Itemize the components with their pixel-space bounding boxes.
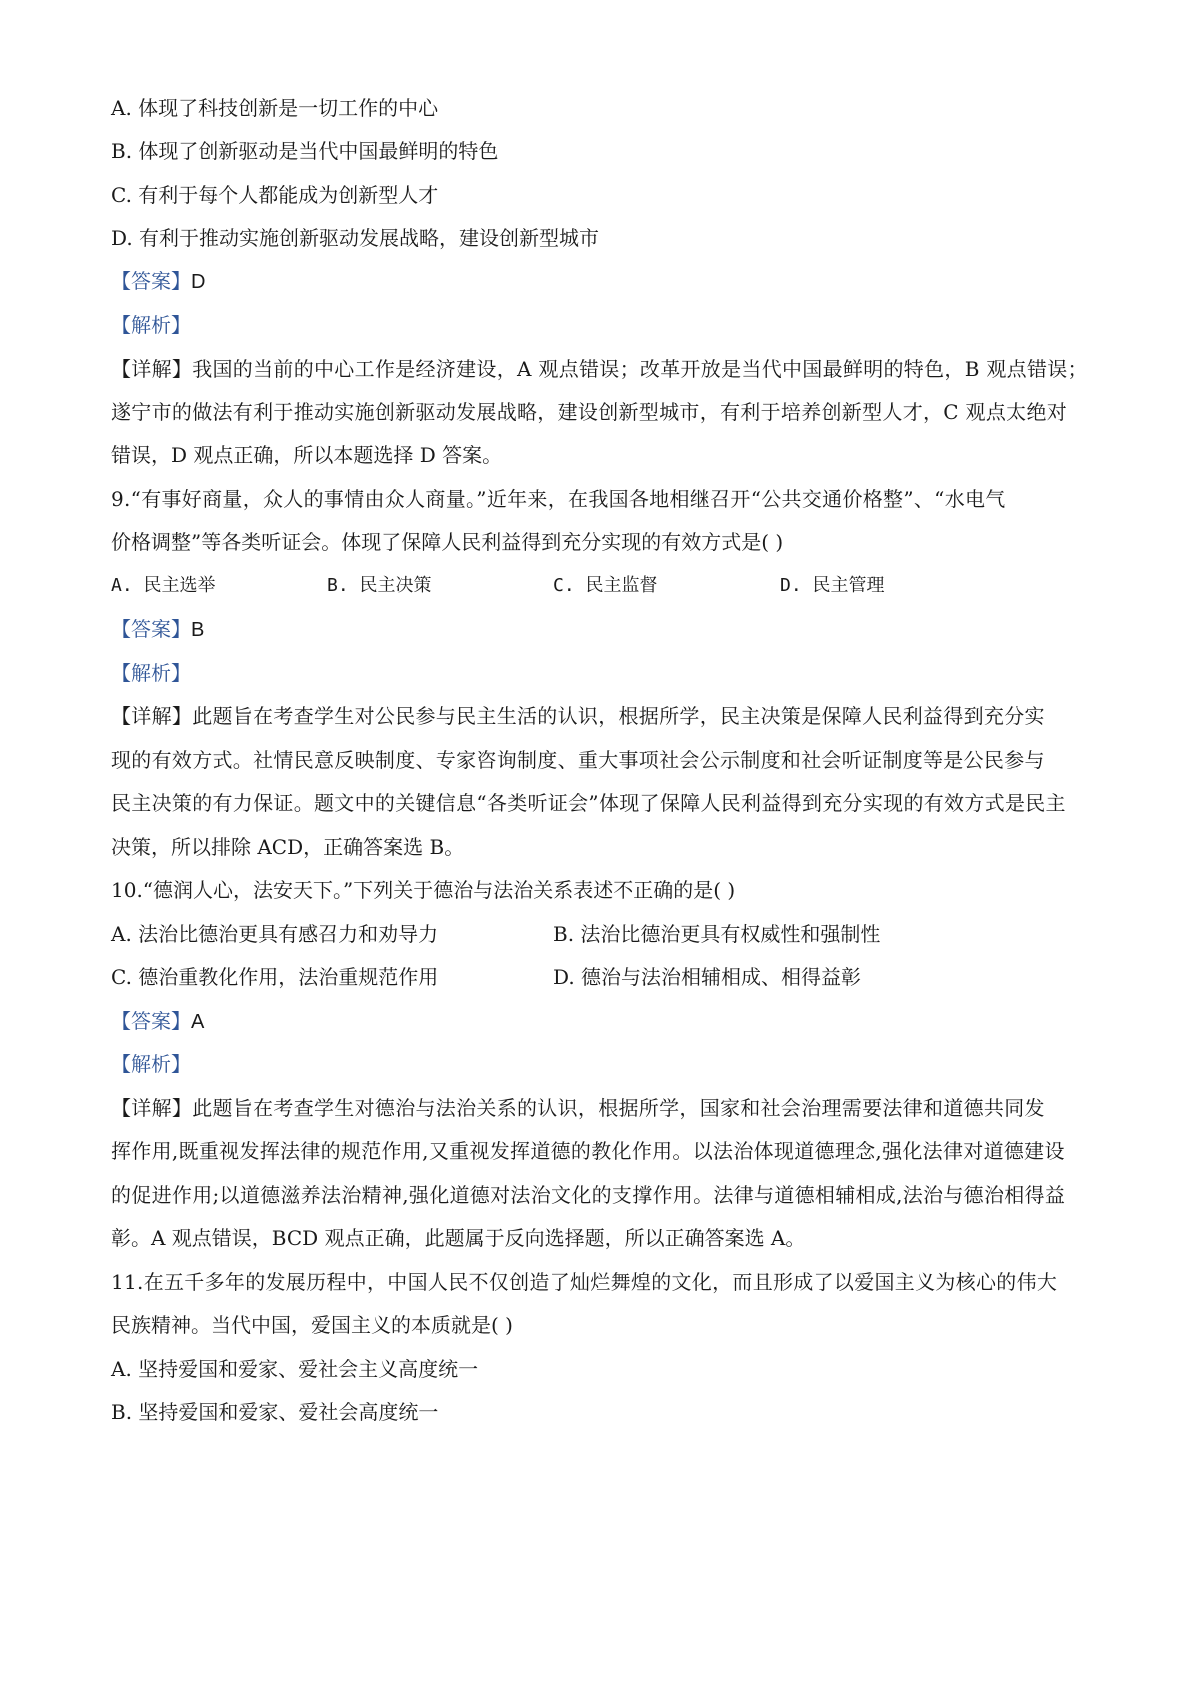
q9-option-d: D. 民主管理 xyxy=(780,575,885,596)
q10-option-b: B. 法治比德治更具有权威性和强制性 xyxy=(553,922,881,946)
q8-detail-line-1 xyxy=(111,354,1099,384)
detail-tag: 【详解】 xyxy=(111,1096,193,1120)
analysis-tag: 【解析】 xyxy=(111,313,191,337)
q9-option-c: C. 民主监督 xyxy=(553,575,658,596)
q8-detail-line-2: 遂宁市的做法有利于推动实施创新驱动发展战略，建设创新型城市，有利于培养创新型人才，C 观点太绝对 xyxy=(111,400,1068,424)
q8-option-d: D. 有利于推动实施创新驱动发展战略，建设创新型城市 xyxy=(111,226,600,250)
answer-value: A xyxy=(191,1011,205,1033)
q9-answer xyxy=(111,614,204,645)
q10-answer xyxy=(111,1006,204,1037)
q9-detail-line-2: 现的有效方式。社情民意反映制度、专家咨询制度、重大事项社会公示制度和社会听证制度等是公民参与 xyxy=(111,748,1045,772)
q8-option-b: B. 体现了创新驱动是当代中国最鲜明的特色 xyxy=(111,139,499,163)
q10-detail-line-3: 的促进作用;以道德滋养法治精神,强化道德对法治文化的支撑作用。法律与道德相辅相成,法治与德治相得益 xyxy=(111,1183,1066,1207)
q10-detail-line-4: 彰。A 观点错误，BCD 观点正确，此题属于反向选择题，所以正确答案选 A。 xyxy=(111,1226,806,1250)
q11-stem-line-1: 11.在五千多年的发展历程中，中国人民不仅创造了灿烂舞煌的文化，而且形成了以爱国主义为核心的伟大 xyxy=(111,1270,1058,1294)
q11-stem-line-2: 民族精神。当代中国，爱国主义的本质就是( ) xyxy=(111,1313,513,1337)
q8-analysis-tag xyxy=(111,310,191,340)
detail-tag: 【详解】 xyxy=(111,704,193,728)
q9-detail-line-4: 决策，所以排除 ACD，正确答案选 B。 xyxy=(111,835,465,859)
q9-option-a: A. 民主选举 xyxy=(111,575,216,596)
q11-option-b: B. 坚持爱国和爱家、爱社会高度统一 xyxy=(111,1400,439,1424)
analysis-tag: 【解析】 xyxy=(111,661,191,685)
q8-detail-line-3: 错误，D 观点正确，所以本题选择 D 答案。 xyxy=(111,443,503,467)
answer-tag: 【答案】 xyxy=(111,269,191,293)
q10-option-c: C. 德治重教化作用，法治重规范作用 xyxy=(111,965,439,989)
q9-detail-line-1 xyxy=(111,701,1099,731)
detail-text: 此题旨在考查学生对公民参与民主生活的认识，根据所学，民主决策是保障人民利益得到充分实 xyxy=(192,704,1045,728)
answer-tag: 【答案】 xyxy=(111,617,191,641)
q10-option-a: A. 法治比德治更具有感召力和劝导力 xyxy=(111,922,439,946)
analysis-tag: 【解析】 xyxy=(111,1052,191,1076)
q10-detail-line-2: 挥作用,既重视发挥法律的规范作用,又重视发挥道德的教化作用。以法治体现道德理念,强化法律对道德建设 xyxy=(111,1139,1065,1163)
q11-option-a: A. 坚持爱国和爱家、爱社会主义高度统一 xyxy=(111,1357,479,1381)
answer-tag: 【答案】 xyxy=(111,1009,191,1033)
answer-value: B xyxy=(191,619,205,641)
q9-option-b: B. 民主决策 xyxy=(327,575,432,596)
q10-analysis-tag xyxy=(111,1049,191,1079)
answer-value: D xyxy=(191,271,206,293)
q8-option-c: C. 有利于每个人都能成为创新型人才 xyxy=(111,183,439,207)
q10-detail-line-1 xyxy=(111,1093,1099,1123)
detail-text: 此题旨在考查学生对德治与法治关系的认识，根据所学，国家和社会治理需要法律和道德共同发 xyxy=(192,1096,1045,1120)
detail-tag: 【详解】 xyxy=(111,357,193,381)
q9-detail-line-3: 民主决策的有力保证。题文中的关键信息“各类听证会”体现了保障人民利益得到充分实现的有效方式是民主 xyxy=(111,791,1066,815)
q9-stem-line-2: 价格调整”等各类听证会。体现了保障人民利益得到充分实现的有效方式是( ) xyxy=(111,530,784,554)
q9-analysis-tag xyxy=(111,658,191,688)
q8-answer xyxy=(111,266,205,297)
q8-option-a: A. 体现了科技创新是一切工作的中心 xyxy=(111,96,439,120)
q9-stem-line-1: 9.“有事好商量，众人的事情由众人商量。”近年来，在我国各地相继召开“公共交通价格整”、“水电气 xyxy=(111,487,1006,511)
q10-stem: 10.“德润人心，法安天下。”下列关于德治与法治关系表述不正确的是( ) xyxy=(111,878,736,902)
detail-text: 我国的当前的中心工作是经济建设，A 观点错误；改革开放是当代中国最鲜明的特色，B 观点错误； xyxy=(192,357,1088,381)
q10-option-d: D. 德治与法治相辅相成、相得益彰 xyxy=(553,965,862,989)
